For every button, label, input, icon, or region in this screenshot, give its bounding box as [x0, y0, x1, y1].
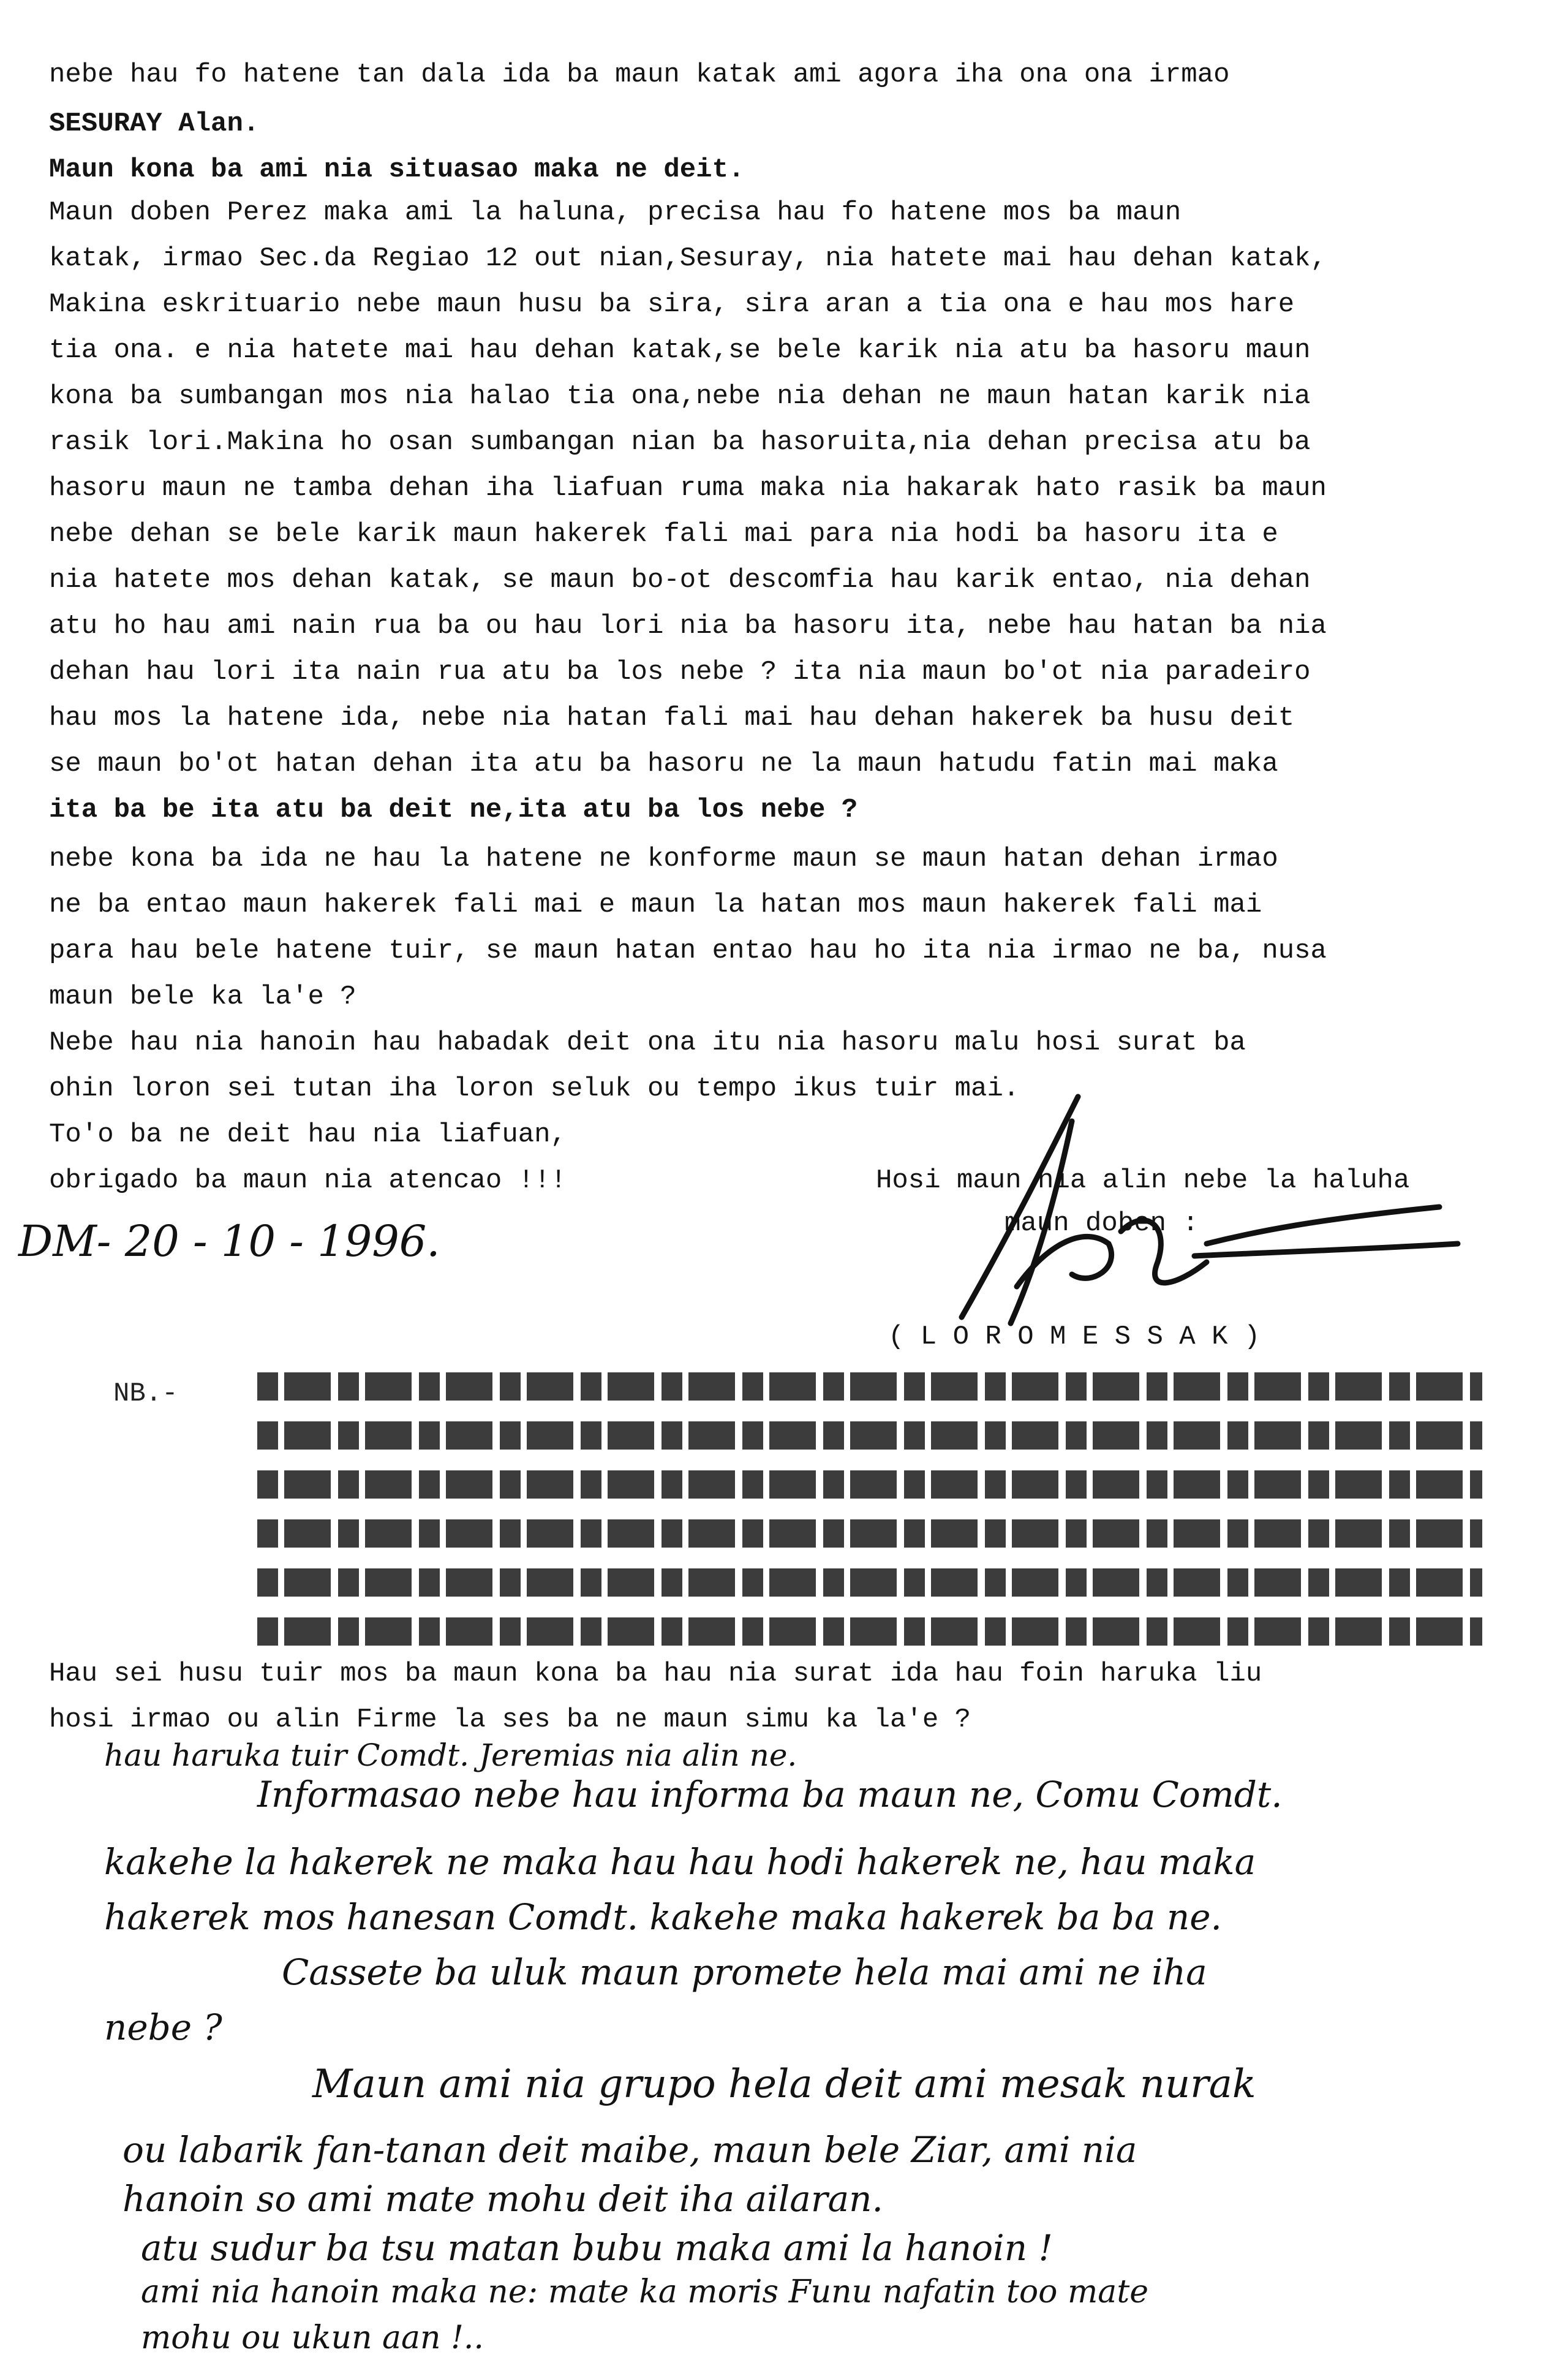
typed-line: nebe kona ba ida ne hau la hatene ne konforme maun se maun hatan dehan irmao	[49, 844, 1278, 874]
nb-typed-line: hosi irmao ou alin Firme la ses ba ne maun simu ka la'e ?	[49, 1704, 971, 1735]
handwritten-line: hakerek mos hanesan Comdt. kakehe maka hakerek ba ba ne.	[104, 1896, 1222, 1938]
signature-scribble	[888, 1084, 1501, 1342]
redacted-line	[257, 1568, 1482, 1597]
handwritten-line: Cassete ba uluk maun promete hela mai ami ne iha	[282, 1951, 1207, 1993]
typed-line: kona ba sumbangan mos nia halao tia ona,nebe nia dehan ne maun hatan karik nia	[49, 381, 1311, 412]
typed-line: nebe hau fo hatene tan dala ida ba maun katak ami agora iha ona ona irmao	[49, 59, 1230, 90]
typed-line: atu ho hau ami nain rua ba ou hau lori nia ba hasoru ita, nebe hau hatan ba nia	[49, 611, 1327, 641]
typed-line: Makina eskrituario nebe maun husu ba sira, sira aran a tia ona e hau mos hare	[49, 289, 1295, 320]
typed-line: rasik lori.Makina ho osan sumbangan nian ba hasoruita,nia dehan precisa atu ba	[49, 427, 1311, 458]
typed-line: obrigado ba maun nia atencao !!!	[49, 1165, 567, 1196]
typed-line: Maun kona ba ami nia situasao maka ne deit.	[49, 154, 745, 185]
typed-line: katak, irmao Sec.da Regiao 12 out nian,Sesuray, nia hatete mai hau dehan katak,	[49, 243, 1327, 274]
handwritten-line: nebe ?	[104, 2006, 222, 2048]
signer-name: ( L O R O M E S S A K )	[888, 1322, 1261, 1352]
nb-typed-line: Hau sei husu tuir mos ba maun kona ba hau nia surat ida hau foin haruka liu	[49, 1658, 1262, 1689]
typed-line: para hau bele hatene tuir, se maun hatan entao hau ho ita nia irmao ne ba, nusa	[49, 936, 1327, 966]
nb-label: NB.-	[113, 1378, 178, 1409]
redacted-line	[257, 1372, 1482, 1401]
handwritten-date: DM- 20 - 10 - 1996.	[18, 1216, 440, 1266]
typed-line: ne ba entao maun hakerek fali mai e maun la hatan mos maun hakerek fali mai	[49, 890, 1262, 920]
closing-line-2: maun doben :	[1005, 1208, 1199, 1239]
typed-line: hau mos la hatene ida, nebe nia hatan fali mai hau dehan hakerek ba husu deit	[49, 703, 1295, 733]
typed-line: Nebe hau nia hanoin hau habadak deit ona itu nia hasoru malu hosi surat ba	[49, 1027, 1246, 1058]
typed-line: nia hatete mos dehan katak, se maun bo-ot descomfia hau karik entao, nia dehan	[49, 565, 1311, 596]
redacted-line	[257, 1421, 1482, 1450]
typed-line: ohin loron sei tutan iha loron seluk ou tempo ikus tuir mai.	[49, 1073, 1020, 1104]
handwritten-line: Maun ami nia grupo hela deit ami mesak nurak	[312, 2062, 1256, 2107]
handwritten-line: atu sudur ba tsu matan bubu maka ami la hanoin !	[141, 2227, 1053, 2269]
handwritten-line: ou labarik fan-tanan deit maibe, maun bele Ziar, ami nia	[123, 2129, 1137, 2171]
typed-line: dehan hau lori ita nain rua atu ba los nebe ? ita nia maun bo'ot nia paradeiro	[49, 657, 1311, 687]
handwritten-line: ami nia hanoin maka ne: mate ka moris Funu nafatin too mate	[141, 2274, 1148, 2310]
typed-line: Maun doben Perez maka ami la haluna, precisa hau fo hatene mos ba maun	[49, 197, 1182, 228]
redacted-line	[257, 1617, 1482, 1646]
handwritten-line: mohu ou ukun aan !..	[141, 2320, 484, 2356]
typed-line: hasoru maun ne tamba dehan iha liafuan ruma maka nia hakarak hato rasik ba maun	[49, 473, 1327, 504]
typed-line: ita ba be ita atu ba deit ne,ita atu ba los nebe ?	[49, 795, 858, 825]
typed-line: SESURAY Alan.	[49, 108, 260, 139]
typed-line: To'o ba ne deit hau nia liafuan,	[49, 1119, 567, 1150]
redacted-line	[257, 1470, 1482, 1499]
handwritten-line: hanoin so ami mate mohu deit iha ailaran.	[123, 2178, 883, 2220]
typed-line: tia ona. e nia hatete mai hau dehan katak,se bele karik nia atu ba hasoru maun	[49, 335, 1311, 366]
handwritten-line: hau haruka tuir Comdt. Jeremias nia alin ne.	[104, 1738, 797, 1773]
handwritten-line: kakehe la hakerek ne maka hau hau hodi hakerek ne, hau maka	[104, 1841, 1256, 1883]
redacted-line	[257, 1519, 1482, 1548]
typed-line: nebe dehan se bele karik maun hakerek fali mai para nia hodi ba hasoru ita e	[49, 519, 1278, 550]
closing-line-1: Hosi maun nia alin nebe la haluha	[876, 1165, 1410, 1196]
typed-line: maun bele ka la'e ?	[49, 981, 356, 1012]
typed-line: se maun bo'ot hatan dehan ita atu ba hasoru ne la maun hatudu fatin mai maka	[49, 749, 1278, 779]
handwritten-line: Informasao nebe hau informa ba maun ne, Comu Comdt.	[257, 1774, 1283, 1815]
